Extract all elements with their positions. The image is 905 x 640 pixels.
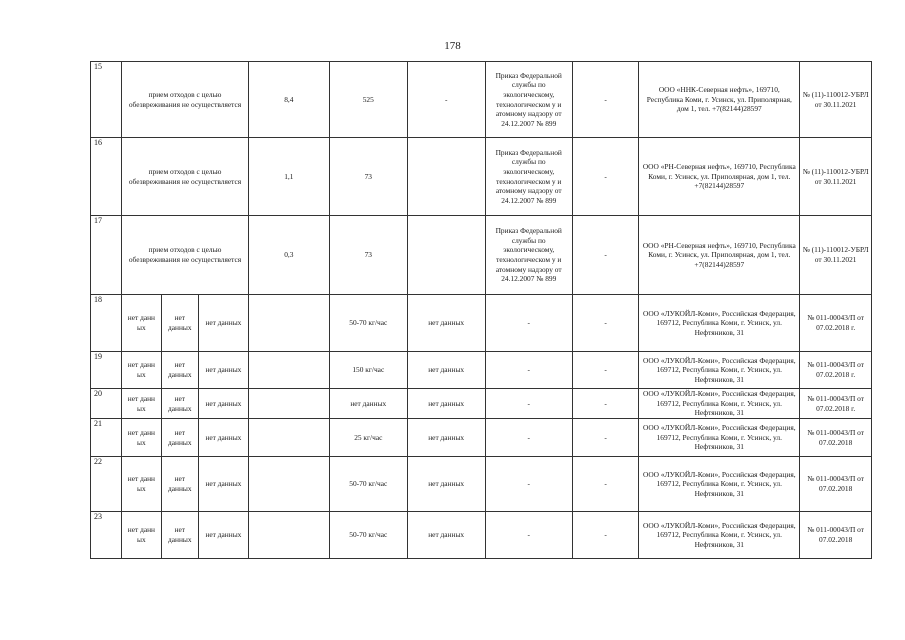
value-cell: 1,1	[248, 138, 329, 216]
dash-cell: -	[572, 512, 638, 559]
data-cell: нет данн ых	[122, 512, 161, 559]
table-row	[91, 295, 872, 352]
value-cell: 73	[329, 138, 407, 216]
empty-cell	[248, 457, 329, 512]
row-number: 21	[91, 419, 122, 457]
data-cell: нет данных	[407, 419, 485, 457]
table-row	[91, 457, 872, 512]
row-number: 15	[91, 62, 122, 138]
dash-cell: -	[572, 216, 638, 295]
dash-cell: -	[572, 62, 638, 138]
row-number: 23	[91, 512, 122, 559]
license-cell: № 011-00043/П от 07.02.2018 г.	[800, 352, 872, 389]
data-cell: нет данных	[161, 389, 198, 419]
data-cell: нет данных	[198, 295, 248, 352]
data-cell: нет данн ых	[122, 457, 161, 512]
license-cell: № 011-00043/П от 07.02.2018	[800, 512, 872, 559]
data-cell: нет данных	[198, 512, 248, 559]
organization-cell: ООО «ЛУКОЙЛ-Коми», Российская Федерация, 169712, Республика Коми, г. Усинск, ул. Нефтяников, 31	[639, 457, 800, 512]
dash-cell: -	[485, 295, 572, 352]
data-cell: нет данных	[198, 352, 248, 389]
organization-cell: ООО «ЛУКОЙЛ-Коми», Российская Федерация, 169712, Республика Коми, г. Усинск, ул. Нефтяников, 31	[639, 512, 800, 559]
capacity-cell: 50-70 кг/час	[329, 295, 407, 352]
license-cell: № (11)-110012-УБРЛ от 30.11.2021	[800, 138, 872, 216]
license-cell: № (11)-110012-УБРЛ от 30.11.2021	[800, 62, 872, 138]
organization-cell: ООО «ЛУКОЙЛ-Коми», Российская Федерация, 169712, Республика Коми, г. Усинск, ул. Нефтяников, 31	[639, 352, 800, 389]
data-cell: нет данных	[161, 457, 198, 512]
order-cell: Приказ Федеральной службы по экологическому, технологическом у и атомному надзору от 24.12.2007 № 899	[485, 62, 572, 138]
row-number: 22	[91, 457, 122, 512]
value-cell: -	[407, 62, 485, 138]
purpose-cell: прием отходов с целью обезвреживания не осуществляется	[122, 62, 249, 138]
table-row	[91, 389, 872, 419]
data-cell: нет данных	[198, 389, 248, 419]
table-row	[91, 216, 872, 295]
page-number: 178	[444, 40, 461, 52]
organization-cell: ООО «ННК-Северная нефть», 169710, Республика Коми, г. Усинск, ул. Приполярная, дом 1, тел. +7(82144)28597	[639, 62, 800, 138]
table-row	[91, 512, 872, 559]
data-cell: нет данных	[407, 457, 485, 512]
data-cell: нет данных	[198, 419, 248, 457]
purpose-cell: прием отходов с целью обезвреживания не осуществляется	[122, 138, 249, 216]
dash-cell: -	[572, 138, 638, 216]
value-cell: 525	[329, 62, 407, 138]
data-cell: нет данных	[161, 512, 198, 559]
empty-cell	[248, 295, 329, 352]
value-cell	[407, 138, 485, 216]
table-row	[91, 419, 872, 457]
dash-cell: -	[485, 419, 572, 457]
order-cell: Приказ Федеральной службы по экологическому, технологическом у и атомному надзору от 24.12.2007 № 899	[485, 138, 572, 216]
data-cell: нет данных	[161, 295, 198, 352]
table-row	[91, 62, 872, 138]
organization-cell: ООО «ЛУКОЙЛ-Коми», Российская Федерация, 169712, Республика Коми, г. Усинск, ул. Нефтяников, 31	[639, 389, 800, 419]
data-cell: нет данных	[407, 512, 485, 559]
empty-cell	[248, 512, 329, 559]
data-cell: нет данн ых	[122, 295, 161, 352]
dash-cell: -	[485, 352, 572, 389]
table-row	[91, 138, 872, 216]
dash-cell: -	[485, 389, 572, 419]
capacity-cell: 150 кг/час	[329, 352, 407, 389]
empty-cell	[248, 389, 329, 419]
row-number: 16	[91, 138, 122, 216]
dash-cell: -	[572, 295, 638, 352]
data-cell: нет данн ых	[122, 389, 161, 419]
data-cell: нет данных	[161, 352, 198, 389]
capacity-cell: 50-70 кг/час	[329, 457, 407, 512]
license-cell: № 011-00043/П от 07.02.2018	[800, 419, 872, 457]
dash-cell: -	[485, 457, 572, 512]
organization-cell: ООО «ЛУКОЙЛ-Коми», Российская Федерация, 169712, Республика Коми, г. Усинск, ул. Нефтяников, 31	[639, 295, 800, 352]
value-cell	[407, 216, 485, 295]
row-number: 19	[91, 352, 122, 389]
empty-cell	[248, 352, 329, 389]
value-cell: 73	[329, 216, 407, 295]
dash-cell: -	[485, 512, 572, 559]
data-cell: нет данн ых	[122, 352, 161, 389]
data-cell: нет данных	[198, 457, 248, 512]
dash-cell: -	[572, 352, 638, 389]
empty-cell	[248, 419, 329, 457]
license-cell: № 011-00043/П от 07.02.2018 г.	[800, 389, 872, 419]
organization-cell: ООО «РН-Северная нефть», 169710, Республика Коми, г. Усинск, ул. Приполярная, дом 1, тел. +7(82144)28597	[639, 216, 800, 295]
data-cell: нет данных	[407, 295, 485, 352]
table-row	[91, 352, 872, 389]
dash-cell: -	[572, 389, 638, 419]
organization-cell: ООО «РН-Северная нефть», 169710, Республика Коми, г. Усинск, ул. Приполярная, дом 1, тел. +7(82144)28597	[639, 138, 800, 216]
waste-facilities-table	[90, 61, 872, 559]
capacity-cell: нет данных	[329, 389, 407, 419]
purpose-cell: прием отходов с целью обезвреживания не осуществляется	[122, 216, 249, 295]
data-cell: нет данных	[407, 352, 485, 389]
row-number: 18	[91, 295, 122, 352]
license-cell: № (11)-110012-УБРЛ от 30.11.2021	[800, 216, 872, 295]
capacity-cell: 25 кг/час	[329, 419, 407, 457]
license-cell: № 011-00043/П от 07.02.2018	[800, 457, 872, 512]
data-cell: нет данных	[407, 389, 485, 419]
data-cell: нет данн ых	[122, 419, 161, 457]
order-cell: Приказ Федеральной службы по экологическому, технологическом у и атомному надзору от 24.12.2007 № 899	[485, 216, 572, 295]
value-cell: 0,3	[248, 216, 329, 295]
row-number: 17	[91, 216, 122, 295]
row-number: 20	[91, 389, 122, 419]
data-cell: нет данных	[161, 419, 198, 457]
license-cell: № 011-00043/П от 07.02.2018 г.	[800, 295, 872, 352]
dash-cell: -	[572, 419, 638, 457]
value-cell: 8,4	[248, 62, 329, 138]
capacity-cell: 50-70 кг/час	[329, 512, 407, 559]
organization-cell: ООО «ЛУКОЙЛ-Коми», Российская Федерация, 169712, Республика Коми, г. Усинск, ул. Нефтяников, 31	[639, 419, 800, 457]
dash-cell: -	[572, 457, 638, 512]
